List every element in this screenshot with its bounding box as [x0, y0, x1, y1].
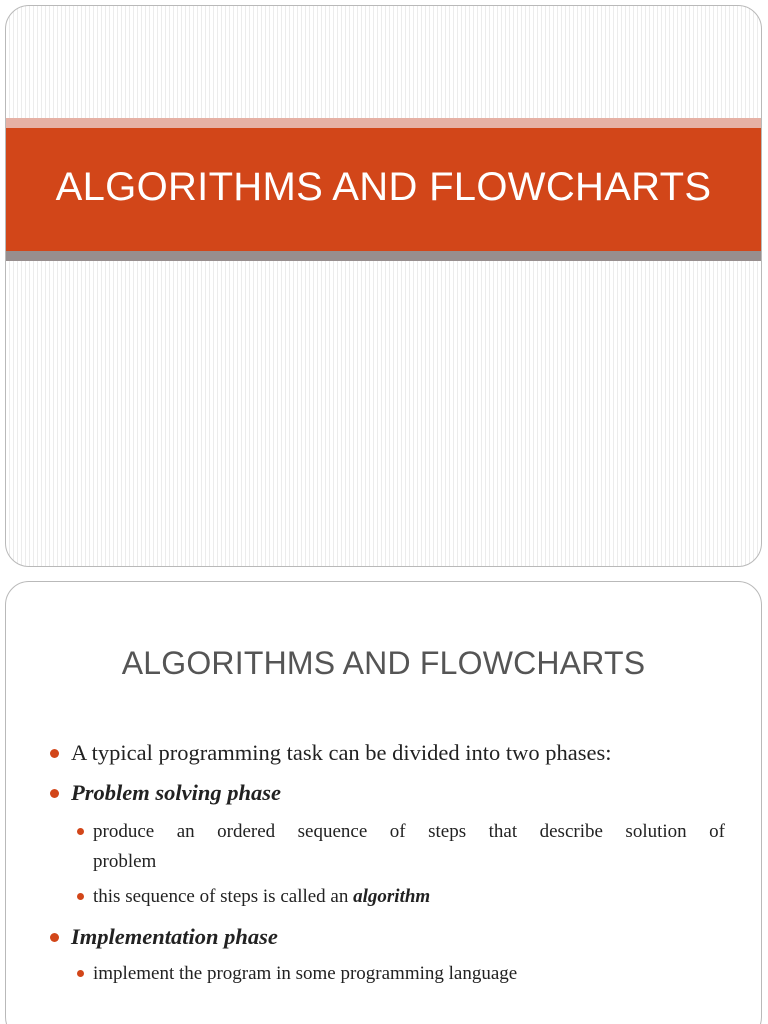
bullet-item	[71, 739, 612, 767]
title-accent-bottom	[6, 251, 761, 261]
title-slide	[5, 5, 762, 567]
bullet-dot-icon	[50, 749, 59, 758]
bullet-text: Implementation phase	[71, 924, 278, 949]
sub-bullet-dot-icon	[77, 828, 84, 835]
bullet-item	[71, 923, 278, 951]
sub-bullet-text: this sequence of steps is called an	[93, 886, 354, 907]
sub-bullet-dot-icon	[77, 970, 84, 977]
bullet-dot-icon	[50, 789, 59, 798]
sub-bullet-item	[93, 882, 725, 912]
sub-bullet-text-line: problem	[93, 851, 157, 872]
bullet-text: A typical programming task can be divided into two phases:	[71, 740, 612, 765]
bullet-item	[71, 779, 281, 807]
content-slide	[5, 581, 762, 1024]
title-band	[6, 128, 761, 251]
bullet-list	[6, 582, 761, 1024]
sub-bullet-item	[93, 959, 725, 989]
sub-bullet-emphasis: algorithm	[353, 886, 431, 907]
sub-bullet-item	[93, 817, 725, 877]
bullet-dot-icon	[50, 933, 59, 942]
slide-title: ALGORITHMS AND FLOWCHARTS	[55, 165, 712, 209]
sub-bullet-dot-icon	[77, 893, 84, 900]
sub-bullet-text-line: produce an ordered sequence of steps that describe solution of	[93, 821, 725, 842]
sub-bullet-text: implement the program in some programming language	[93, 963, 518, 984]
title-accent-top	[6, 118, 761, 128]
bullet-text: Problem solving phase	[71, 780, 282, 805]
content-slide-heading: ALGORITHMS AND FLOWCHARTS	[121, 645, 646, 681]
